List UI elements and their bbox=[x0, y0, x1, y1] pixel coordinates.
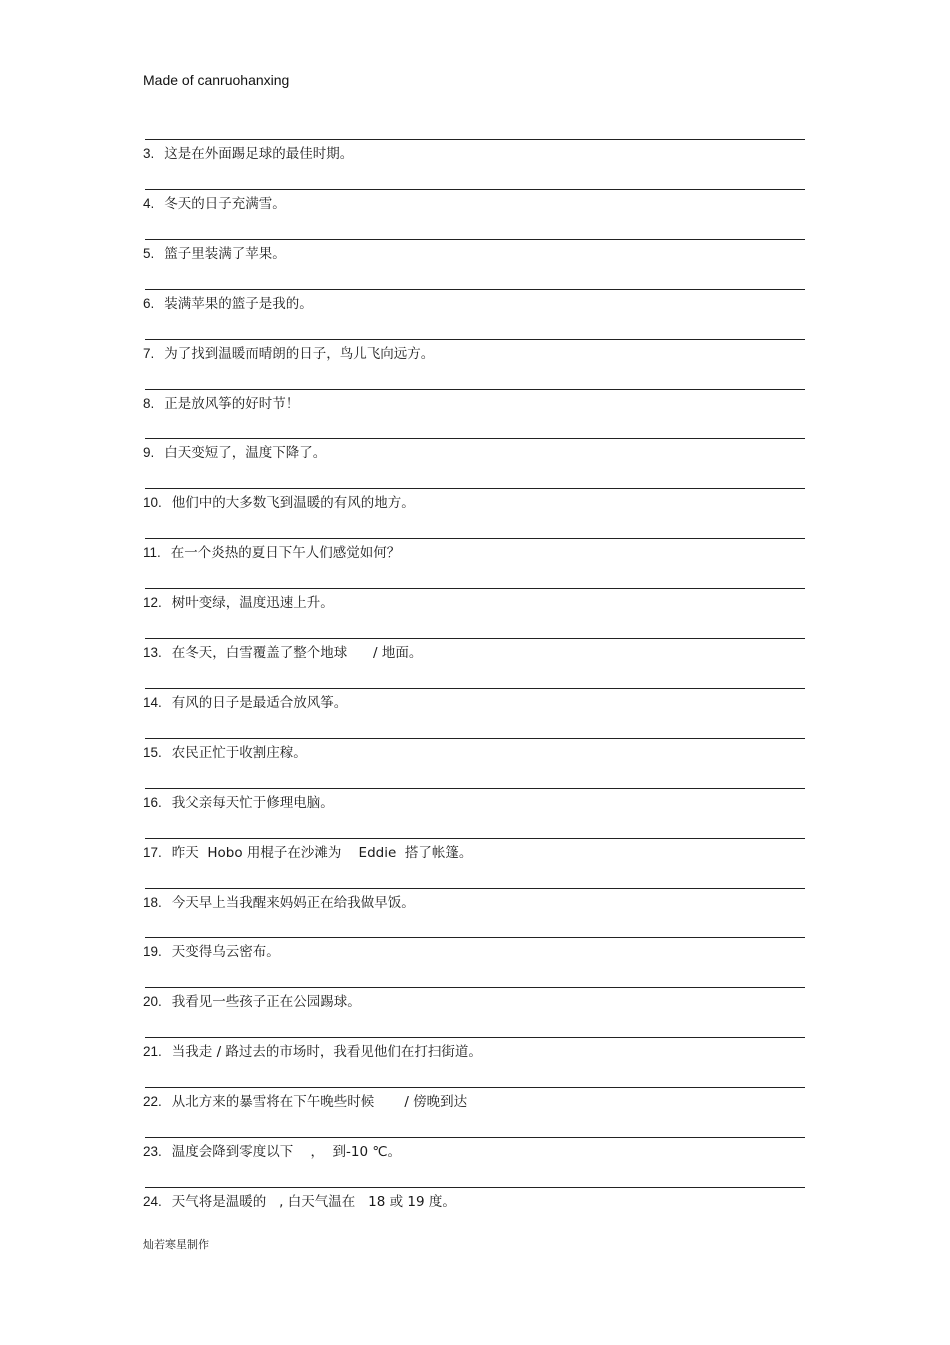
item-number: 12. bbox=[143, 595, 162, 610]
item-number: 17. bbox=[143, 845, 162, 860]
answer-line bbox=[145, 1137, 805, 1138]
exercise-item bbox=[143, 145, 353, 163]
answer-line bbox=[145, 239, 805, 240]
item-sentence: 冬天的日子充满雪。 bbox=[164, 196, 286, 212]
exercise-item bbox=[143, 494, 415, 512]
exercise-item bbox=[143, 1093, 467, 1111]
item-sentence: 我看见一些孩子正在公园踢球。 bbox=[171, 994, 361, 1010]
exercise-item bbox=[143, 345, 434, 363]
answer-line bbox=[145, 838, 805, 839]
item-sentence: 昨天 Hobo 用棍子在沙滩为 Eddie 搭了帐篷。 bbox=[171, 845, 473, 861]
answer-line bbox=[145, 1087, 805, 1088]
answer-line bbox=[145, 888, 805, 889]
item-sentence: 为了找到温暖而晴朗的日子，鸟儿飞向远方。 bbox=[164, 346, 435, 362]
page-header: Made of canruohanxing bbox=[143, 72, 290, 88]
item-number: 5. bbox=[143, 246, 155, 261]
exercise-item bbox=[143, 993, 361, 1011]
item-sentence: 温度会降到零度以下 ， 到-10 ℃。 bbox=[171, 1144, 402, 1160]
item-number: 15. bbox=[143, 745, 162, 760]
item-number: 19. bbox=[143, 944, 162, 959]
answer-line bbox=[145, 987, 805, 988]
item-number: 8. bbox=[143, 396, 155, 411]
item-sentence: 天变得乌云密布。 bbox=[171, 944, 280, 960]
answer-line bbox=[145, 339, 805, 340]
item-sentence: 在一个炎热的夏日下午人们感觉如何？ bbox=[170, 545, 401, 561]
answer-line bbox=[145, 289, 805, 290]
item-number: 11. bbox=[143, 545, 161, 560]
item-number: 21. bbox=[143, 1044, 162, 1059]
answer-line bbox=[145, 1187, 805, 1188]
exercise-item bbox=[143, 444, 326, 462]
answer-line bbox=[145, 1037, 805, 1038]
exercise-item bbox=[143, 894, 415, 912]
exercise-item bbox=[143, 943, 280, 961]
item-sentence: 正是放风筝的好时节！ bbox=[164, 396, 300, 412]
item-number: 6. bbox=[143, 296, 155, 311]
item-number: 10. bbox=[143, 495, 162, 510]
answer-line bbox=[145, 139, 805, 140]
item-number: 9. bbox=[143, 445, 155, 460]
item-number: 18. bbox=[143, 895, 162, 910]
item-sentence: 我父亲每天忙于修理电脑。 bbox=[171, 795, 334, 811]
item-sentence: 从北方来的暴雪将在下午晚些时候 / 傍晚到达 bbox=[171, 1094, 468, 1110]
item-sentence: 天气将是温暖的 , 白天气温在 18 或 19 度。 bbox=[171, 1194, 456, 1210]
exercise-item bbox=[143, 1193, 456, 1211]
item-number: 20. bbox=[143, 994, 162, 1009]
exercise-item bbox=[143, 395, 299, 413]
item-number: 13. bbox=[143, 645, 162, 660]
exercise-item bbox=[143, 694, 347, 712]
answer-line bbox=[145, 688, 805, 689]
item-sentence: 白天变短了，温度下降了。 bbox=[164, 445, 327, 461]
exercise-item bbox=[143, 195, 286, 213]
answer-line bbox=[145, 488, 805, 489]
exercise-item bbox=[143, 245, 286, 263]
exercise-item bbox=[143, 744, 307, 762]
exercise-item bbox=[143, 844, 472, 862]
item-sentence: 有风的日子是最适合放风筝。 bbox=[171, 695, 348, 711]
item-number: 24. bbox=[143, 1194, 162, 1209]
exercise-item bbox=[143, 544, 400, 562]
item-sentence: 农民正忙于收割庄稼。 bbox=[171, 745, 307, 761]
answer-line bbox=[145, 438, 805, 439]
item-sentence: 今天早上当我醒来妈妈正在给我做早饭。 bbox=[171, 895, 415, 911]
item-sentence: 装满苹果的篮子是我的。 bbox=[164, 296, 313, 312]
answer-line bbox=[145, 189, 805, 190]
answer-line bbox=[145, 389, 805, 390]
answer-line bbox=[145, 788, 805, 789]
exercise-item bbox=[143, 1043, 482, 1061]
exercise-item bbox=[143, 1143, 401, 1161]
item-sentence: 树叶变绿，温度迅速上升。 bbox=[171, 595, 334, 611]
item-number: 14. bbox=[143, 695, 162, 710]
answer-line bbox=[145, 738, 805, 739]
item-number: 16. bbox=[143, 795, 162, 810]
answer-line bbox=[145, 538, 805, 539]
item-sentence: 篮子里装满了苹果。 bbox=[164, 246, 286, 262]
item-sentence: 在冬天，白雪覆盖了整个地球 / 地面。 bbox=[171, 645, 423, 661]
item-number: 23. bbox=[143, 1144, 162, 1159]
exercise-item bbox=[143, 594, 334, 612]
exercise-item bbox=[143, 794, 334, 812]
item-number: 3. bbox=[143, 146, 155, 161]
answer-line bbox=[145, 937, 805, 938]
answer-line bbox=[145, 638, 805, 639]
exercise-item bbox=[143, 644, 422, 662]
item-number: 7. bbox=[143, 346, 155, 361]
item-number: 22. bbox=[143, 1094, 162, 1109]
answer-line bbox=[145, 588, 805, 589]
item-sentence: 当我走 / 路过去的市场时，我看见他们在打扫街道。 bbox=[171, 1044, 482, 1060]
page-footer: 灿若寒星制作 bbox=[143, 1238, 209, 1251]
item-number: 4. bbox=[143, 196, 155, 211]
exercise-item bbox=[143, 295, 313, 313]
item-sentence: 他们中的大多数飞到温暖的有风的地方。 bbox=[171, 495, 415, 511]
item-sentence: 这是在外面踢足球的最佳时期。 bbox=[164, 146, 354, 162]
